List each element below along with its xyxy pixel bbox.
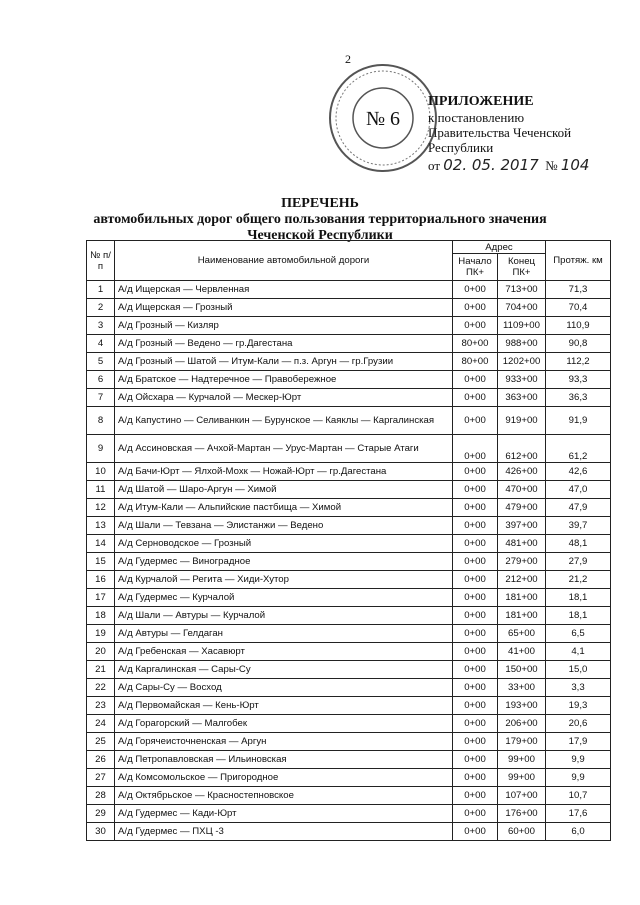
table-row xyxy=(87,787,611,805)
cell-num: 1 xyxy=(87,281,115,299)
cell-start: 0+00 xyxy=(453,299,498,317)
cell-length: 71,3 xyxy=(546,281,611,299)
cell-start: 0+00 xyxy=(453,589,498,607)
header-length: Протяж. км xyxy=(546,241,611,281)
roads-table-body xyxy=(87,281,611,841)
cell-start: 0+00 xyxy=(453,805,498,823)
cell-end: 176+00 xyxy=(498,805,546,823)
cell-name: А/д Бачи-Юрт — Ялхой-Мохк — Ножай-Юрт — гр.Дагестана xyxy=(115,463,453,481)
cell-end: 181+00 xyxy=(498,589,546,607)
cell-end: 99+00 xyxy=(498,769,546,787)
cell-name: А/д Серноводское — Грозный xyxy=(115,535,453,553)
cell-end: 933+00 xyxy=(498,371,546,389)
appendix-line-1: к постановлению xyxy=(428,110,525,125)
table-row xyxy=(87,499,611,517)
cell-start: 0+00 xyxy=(453,463,498,481)
cell-end: 426+00 xyxy=(498,463,546,481)
cell-length: 90,8 xyxy=(546,335,611,353)
cell-length: 9,9 xyxy=(546,769,611,787)
table-row xyxy=(87,371,611,389)
cell-num: 16 xyxy=(87,571,115,589)
cell-start: 0+00 xyxy=(453,435,498,463)
cell-name: А/д Октябрьское — Красностепновское xyxy=(115,787,453,805)
cell-start: 0+00 xyxy=(453,407,498,435)
cell-end: 65+00 xyxy=(498,625,546,643)
table-row xyxy=(87,353,611,371)
table-row xyxy=(87,751,611,769)
cell-start: 0+00 xyxy=(453,499,498,517)
cell-name: А/д Курчалой — Регита — Хиди-Хутор xyxy=(115,571,453,589)
cell-start: 0+00 xyxy=(453,517,498,535)
cell-end: 919+00 xyxy=(498,407,546,435)
cell-name: А/д Ассиновская — Ачхой-Мартан — Урус-Мартан — Старые Атаги xyxy=(115,435,453,463)
cell-start: 0+00 xyxy=(453,823,498,841)
cell-num: 26 xyxy=(87,751,115,769)
cell-num: 5 xyxy=(87,353,115,371)
table-row xyxy=(87,281,611,299)
cell-end: 612+00 xyxy=(498,435,546,463)
cell-num: 9 xyxy=(87,435,115,463)
cell-end: 279+00 xyxy=(498,553,546,571)
cell-num: 29 xyxy=(87,805,115,823)
cell-start: 0+00 xyxy=(453,481,498,499)
cell-start: 0+00 xyxy=(453,371,498,389)
header-start: Начало ПК+ xyxy=(453,254,498,281)
table-row xyxy=(87,607,611,625)
appendix-title: ПРИЛОЖЕНИЕ xyxy=(428,94,534,109)
cell-name: А/д Комсомольское — Пригородное xyxy=(115,769,453,787)
table-row xyxy=(87,679,611,697)
cell-name: А/д Грозный — Кизляр xyxy=(115,317,453,335)
cell-end: 363+00 xyxy=(498,389,546,407)
cell-start: 80+00 xyxy=(453,353,498,371)
table-row xyxy=(87,535,611,553)
document-subtitle-2: Чеченской Республики xyxy=(247,228,393,243)
cell-end: 41+00 xyxy=(498,643,546,661)
cell-length: 27,9 xyxy=(546,553,611,571)
cell-num: 28 xyxy=(87,787,115,805)
cell-end: 99+00 xyxy=(498,751,546,769)
cell-name: А/д Капустино — Селиванкин — Бурунское — Каяклы — Каргалинская xyxy=(115,407,453,435)
header-num: № п/п xyxy=(87,241,115,281)
table-row xyxy=(87,299,611,317)
header-end: Конец ПК+ xyxy=(498,254,546,281)
cell-start: 0+00 xyxy=(453,607,498,625)
cell-end: 988+00 xyxy=(498,335,546,353)
cell-end: 397+00 xyxy=(498,517,546,535)
cell-num: 12 xyxy=(87,499,115,517)
table-row xyxy=(87,643,611,661)
cell-name: А/д Гребенская — Хасавюрт xyxy=(115,643,453,661)
appendix-line-2: Правительства Чеченской xyxy=(428,125,572,140)
cell-start: 0+00 xyxy=(453,643,498,661)
cell-end: 1109+00 xyxy=(498,317,546,335)
appendix-date-line xyxy=(428,158,589,173)
table-row xyxy=(87,481,611,499)
cell-start: 0+00 xyxy=(453,535,498,553)
cell-length: 70,4 xyxy=(546,299,611,317)
cell-start: 0+00 xyxy=(453,679,498,697)
table-row xyxy=(87,571,611,589)
cell-end: 704+00 xyxy=(498,299,546,317)
cell-num: 17 xyxy=(87,589,115,607)
cell-length: 93,3 xyxy=(546,371,611,389)
table-row xyxy=(87,589,611,607)
cell-num: 14 xyxy=(87,535,115,553)
cell-num: 18 xyxy=(87,607,115,625)
cell-end: 206+00 xyxy=(498,715,546,733)
cell-num: 13 xyxy=(87,517,115,535)
table-row xyxy=(87,715,611,733)
cell-end: 107+00 xyxy=(498,787,546,805)
cell-length: 20,6 xyxy=(546,715,611,733)
cell-name: А/д Ищерская — Червленная xyxy=(115,281,453,299)
document-title-block xyxy=(0,196,640,244)
cell-length: 6,0 xyxy=(546,823,611,841)
cell-start: 0+00 xyxy=(453,317,498,335)
cell-name: А/д Шали — Тевзана — Элистанжи — Ведено xyxy=(115,517,453,535)
table-row xyxy=(87,805,611,823)
cell-end: 33+00 xyxy=(498,679,546,697)
cell-start: 0+00 xyxy=(453,697,498,715)
cell-start: 0+00 xyxy=(453,787,498,805)
cell-length: 42,6 xyxy=(546,463,611,481)
cell-start: 0+00 xyxy=(453,553,498,571)
cell-num: 11 xyxy=(87,481,115,499)
number-prefix: № xyxy=(545,158,558,173)
cell-name: А/д Шали — Автуры — Курчалой xyxy=(115,607,453,625)
table-row xyxy=(87,463,611,481)
cell-name: А/д Ойсхара — Курчалой — Мескер-Юрт xyxy=(115,389,453,407)
cell-length: 48,1 xyxy=(546,535,611,553)
table-row xyxy=(87,697,611,715)
cell-name: А/д Первомайская — Кень-Юрт xyxy=(115,697,453,715)
cell-length: 110,9 xyxy=(546,317,611,335)
header-name: Наименование автомобильной дороги xyxy=(115,241,453,281)
cell-num: 21 xyxy=(87,661,115,679)
cell-length: 15,0 xyxy=(546,661,611,679)
cell-length: 61,2 xyxy=(546,435,611,463)
cell-length: 36,3 xyxy=(546,389,611,407)
cell-name: А/д Петропавловская — Ильиновская xyxy=(115,751,453,769)
roads-table xyxy=(86,240,611,841)
cell-length: 4,1 xyxy=(546,643,611,661)
cell-end: 212+00 xyxy=(498,571,546,589)
cell-start: 80+00 xyxy=(453,335,498,353)
cell-length: 3,3 xyxy=(546,679,611,697)
cell-num: 25 xyxy=(87,733,115,751)
cell-name: А/д Гудермес — ПХЦ -3 xyxy=(115,823,453,841)
cell-name: А/д Каргалинская — Сары-Су xyxy=(115,661,453,679)
header-address: Адрес xyxy=(453,241,546,254)
document-subtitle-1: автомобильных дорог общего пользования территориального значения xyxy=(93,212,547,227)
cell-name: А/д Гудермес — Кади-Юрт xyxy=(115,805,453,823)
table-row xyxy=(87,553,611,571)
date-prefix: от xyxy=(428,158,441,173)
cell-num: 23 xyxy=(87,697,115,715)
cell-length: 112,2 xyxy=(546,353,611,371)
table-row xyxy=(87,823,611,841)
cell-name: А/д Итум-Кали — Альпийские пастбища — Химой xyxy=(115,499,453,517)
cell-num: 7 xyxy=(87,389,115,407)
cell-length: 18,1 xyxy=(546,607,611,625)
appendix-line-3: Республики xyxy=(428,140,494,155)
cell-num: 6 xyxy=(87,371,115,389)
cell-end: 181+00 xyxy=(498,607,546,625)
cell-end: 713+00 xyxy=(498,281,546,299)
cell-end: 479+00 xyxy=(498,499,546,517)
table-row xyxy=(87,435,611,463)
cell-name: А/д Братское — Надтеречное — Правобережное xyxy=(115,371,453,389)
cell-length: 6,5 xyxy=(546,625,611,643)
cell-name: А/д Грозный — Шатой — Итум-Кали — п.з. Аргун — гр.Грузии xyxy=(115,353,453,371)
cell-length: 21,2 xyxy=(546,571,611,589)
cell-num: 3 xyxy=(87,317,115,335)
table-row xyxy=(87,517,611,535)
cell-length: 9,9 xyxy=(546,751,611,769)
cell-start: 0+00 xyxy=(453,571,498,589)
cell-num: 8 xyxy=(87,407,115,435)
table-row xyxy=(87,661,611,679)
cell-start: 0+00 xyxy=(453,281,498,299)
table-row xyxy=(87,389,611,407)
cell-length: 39,7 xyxy=(546,517,611,535)
cell-length: 18,1 xyxy=(546,589,611,607)
cell-name: А/д Горячеисточненская — Аргун xyxy=(115,733,453,751)
cell-num: 15 xyxy=(87,553,115,571)
cell-end: 193+00 xyxy=(498,697,546,715)
page-number: 2 xyxy=(345,52,351,66)
cell-length: 10,7 xyxy=(546,787,611,805)
cell-start: 0+00 xyxy=(453,625,498,643)
cell-end: 60+00 xyxy=(498,823,546,841)
number-value: 104 xyxy=(560,156,590,174)
document-title: ПЕРЕЧЕНЬ xyxy=(281,196,359,211)
cell-num: 2 xyxy=(87,299,115,317)
cell-num: 27 xyxy=(87,769,115,787)
cell-length: 47,9 xyxy=(546,499,611,517)
table-row xyxy=(87,335,611,353)
cell-name: А/д Шатой — Шаро-Аргун — Химой xyxy=(115,481,453,499)
cell-length: 19,3 xyxy=(546,697,611,715)
cell-end: 481+00 xyxy=(498,535,546,553)
cell-start: 0+00 xyxy=(453,751,498,769)
seal-number: № 6 xyxy=(365,108,401,130)
table-row xyxy=(87,733,611,751)
cell-start: 0+00 xyxy=(453,661,498,679)
cell-name: А/д Гудермес — Курчалой xyxy=(115,589,453,607)
official-seal-icon xyxy=(327,62,439,174)
cell-name: А/д Грозный — Ведено — гр.Дагестана xyxy=(115,335,453,353)
cell-num: 22 xyxy=(87,679,115,697)
cell-num: 19 xyxy=(87,625,115,643)
cell-name: А/д Ищерская — Грозный xyxy=(115,299,453,317)
cell-num: 30 xyxy=(87,823,115,841)
table-row xyxy=(87,317,611,335)
date-value: 02. 05. 2017 xyxy=(443,156,539,174)
cell-start: 0+00 xyxy=(453,769,498,787)
cell-length: 91,9 xyxy=(546,407,611,435)
cell-end: 1202+00 xyxy=(498,353,546,371)
cell-end: 470+00 xyxy=(498,481,546,499)
table-row xyxy=(87,407,611,435)
table-row xyxy=(87,625,611,643)
cell-name: А/д Гудермес — Виноградное xyxy=(115,553,453,571)
cell-name: А/д Сары-Су — Восход xyxy=(115,679,453,697)
cell-end: 150+00 xyxy=(498,661,546,679)
table-row xyxy=(87,769,611,787)
cell-length: 17,9 xyxy=(546,733,611,751)
cell-start: 0+00 xyxy=(453,715,498,733)
cell-num: 24 xyxy=(87,715,115,733)
cell-num: 4 xyxy=(87,335,115,353)
cell-start: 0+00 xyxy=(453,389,498,407)
cell-name: А/д Горагорский — Малгобек xyxy=(115,715,453,733)
cell-name: А/д Автуры — Гелдаган xyxy=(115,625,453,643)
cell-start: 0+00 xyxy=(453,733,498,751)
cell-num: 20 xyxy=(87,643,115,661)
appendix-block xyxy=(428,94,589,173)
cell-length: 47,0 xyxy=(546,481,611,499)
cell-length: 17,6 xyxy=(546,805,611,823)
cell-end: 179+00 xyxy=(498,733,546,751)
cell-num: 10 xyxy=(87,463,115,481)
